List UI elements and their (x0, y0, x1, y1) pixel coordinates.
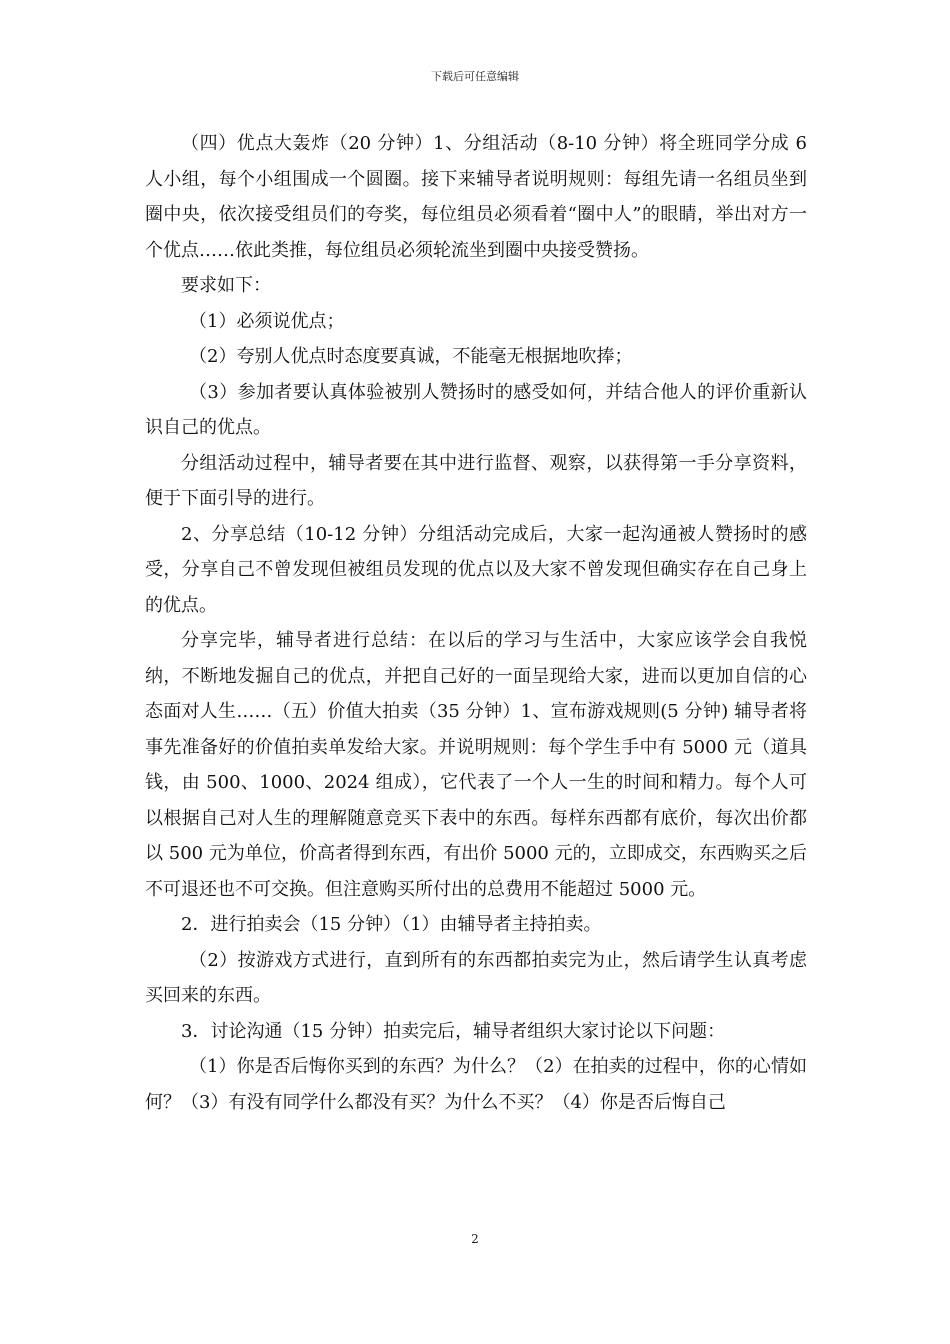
paragraph-discussion-questions: （1）你是否后悔你买到的东西？为什么？（2）在拍卖的过程中，你的心情如何？（3）有没有同学什么都没有买？为什么不买？（4）你是否后悔自己 (145, 1056, 807, 1113)
paragraph-activity-4: （四）优点大轰炸（20 分钟）1、分组活动（8-10 分钟）将全班同学分成 6 人小组，每个小组围成一个圆圈。接下来辅导者说明规则：每组先请一名组员坐到圈中央，依次接受组员们的夸奖，每位组员必须看着“圈中人”的眼睛，举出对方一个优点……依此类推，每位组员必须轮流坐到圈中央接受赞扬。 (145, 133, 807, 261)
paragraph-supervision: 分组活动过程中，辅导者要在其中进行监督、观察，以获得第一手分享资料，便于下面引导的进行。 (145, 452, 807, 509)
paragraph-conclusion-auction: 分享完毕，辅导者进行总结：在以后的学习与生活中，大家应该学会自我悦纳，不断地发掘自己的优点，并把自己好的一面呈现给大家，进而以更加自信的心态面对人生……（五）价值大拍卖（35 分钟）1、宣布游戏规则(5 分钟) 辅导者将事先准备好的价值拍卖单发给大家。并说明规则：每个学生手中有 5000 元（道具钱，由 500、1000、2024 组成），它代表了一个人一生的时间和精力。每个人可以根据自己对人生的理解随意竞买下表中的东西。每样东西都有底价，每次出价都以 500 元为单位，价高者得到东西，有出价 5000 元的，立即成交，东西购买之后不可退还也不可交换。但注意购买所付出的总费用不能超过 5000 元。 (145, 630, 807, 900)
page-header: 下载后可任意编辑 (431, 70, 519, 83)
page-number: 2 (471, 1232, 479, 1246)
requirement-item-3: （3）参加者要认真体验被别人赞扬时的感受如何，并结合他人的评价重新认识自己的优点。 (145, 381, 807, 438)
requirement-item-1: （1）必须说优点； (189, 310, 345, 332)
paragraph-requirements-heading: 要求如下： (181, 275, 271, 296)
paragraph-sharing-summary: 2、分享总结（10-12 分钟）分组活动完成后，大家一起沟通被人赞扬时的感受，分享自己不曾发现但被组员发现的优点以及大家不曾发现但确实存在自己身上的优点。 (145, 523, 807, 616)
document-body (145, 126, 807, 1120)
requirement-item-2: （2）夸别人优点时态度要真诚，不能毫无根据地吹捧； (189, 346, 633, 367)
paragraph-discussion-step-3: 3．讨论沟通（15 分钟）拍卖完后，辅导者组织大家讨论以下问题： (181, 1020, 726, 1042)
paragraph-auction-step-2: 2．进行拍卖会（15 分钟）（1）由辅导者主持拍卖。 (181, 914, 602, 935)
paragraph-auction-step-2-detail: （2）按游戏方式进行，直到所有的东西都拍卖完为止，然后请学生认真考虑买回来的东西。 (145, 949, 807, 1006)
